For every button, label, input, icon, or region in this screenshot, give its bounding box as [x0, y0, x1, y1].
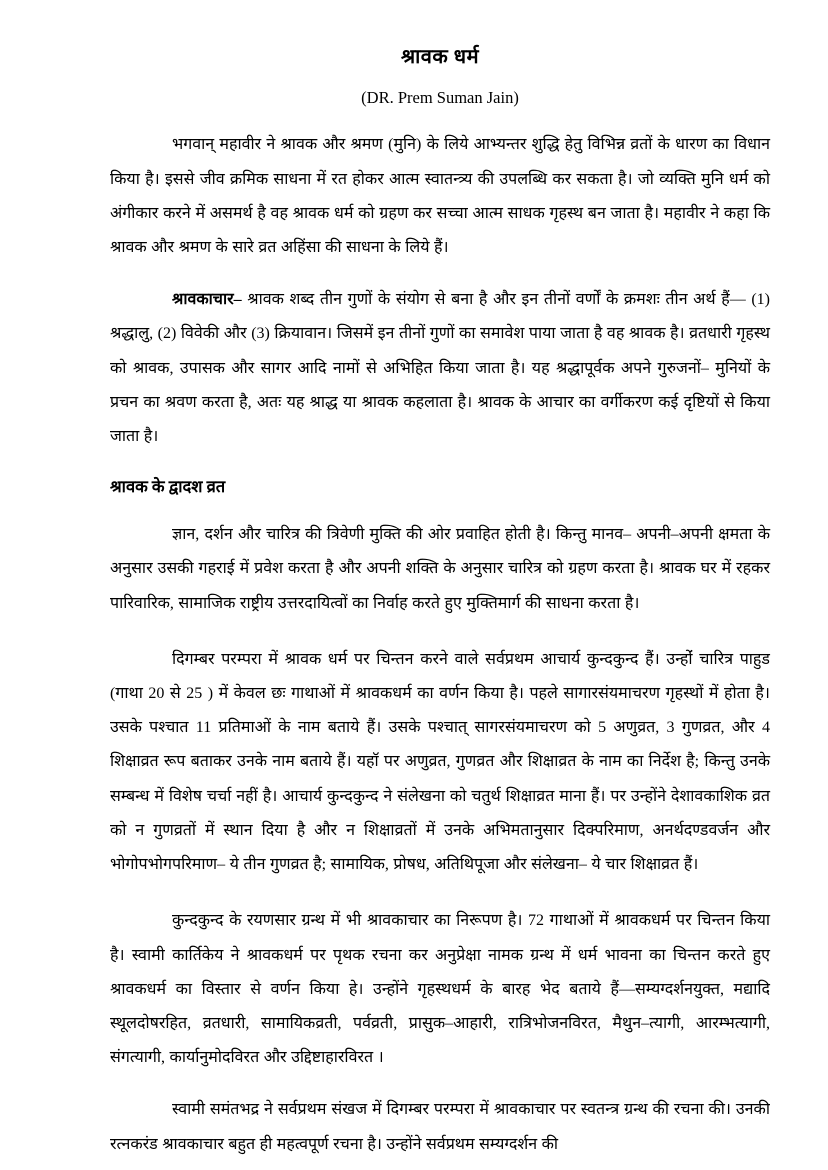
paragraph-2-lead: श्रावकाचार– [172, 291, 242, 309]
paragraph-1: भगवान् महावीर ने श्रावक और श्रमण (मुनि) के लिये आभ्यन्तर शुद्धि हेतु विभिन्न व्रतों के धारण का विधान किया है। इससे जीव क्रमिक साधना में रत होकर आत्म स्वातन्त्र्य की उपलब्धि कर सकता है। जो व्यक्ति मुनि धर्म को अंगीकार करने में असमर्थ है वह श्रावक धर्म को ग्रहण कर सच्चा आत्म साधक गृहस्थ बन जाता है। महावीर ने कहा कि श्रावक और श्रमण के सारे व्रत अहिंसा की साधना के लिये हैं। [110, 136, 770, 257]
paragraph-2 [110, 283, 770, 454]
paragraph-3: ज्ञान, दर्शन और चारित्र की त्रिवेणी मुक्ति की ओर प्रवाहित होती है। किन्तु मानव– अपनी–अपनी क्षमता के अनुसार उसकी गहराई में प्रवेश करता है और अपनी शक्ति के अनुसार चारित्र को ग्रहण करता है। श्रावक घर में रहकर पारिवारिक, सामाजिक राष्ट्रीय उत्तरदायित्वों का निर्वाह करते हुए मुक्तिमार्ग की साधना करता है। [110, 526, 770, 612]
page-title: श्रावक धर्म [400, 46, 480, 68]
section-heading-dvadash-vrat: श्रावक के द्वादश व्रत [110, 477, 226, 497]
document-author: (DR. Prem Suman Jain) [361, 88, 519, 107]
document-content [110, 0, 770, 1162]
paragraph-5: कुन्दकुन्द के रयणसार ग्रन्थ में भी श्रावकाचार का निरूपण है। 72 गाथाओं में श्रावकधर्म पर चिन्तन किया है। स्वामी कार्तिकेय ने श्रावकधर्म पर पृथक रचना कर अनुप्रेक्षा नामक ग्रन्थ में धर्म भावना का चिन्तन करते हुए श्रावकधर्म का विस्तार से वर्णन किया हे। उन्होंने गृहस्थधर्म के बारह भेद बताये हैं—सम्यग्दर्शनयुक्त, मद्यादि स्थूलदोषरहित, व्रतधारी, सामायिकव्रती, पर्वव्रती, प्रासुक–आहारी, रात्रिभोजनविरत, मैथुन–त्यागी, आरम्भत्यागी, संगत्यागी, कार्यानुमोदविरत और उद्दिष्टाहारविरत । [110, 912, 770, 1067]
paragraph-4: दिगम्बर परम्परा में श्रावक धर्म पर चिन्तन करने वाले सर्वप्रथम आचार्य कुन्दकुन्द हैं। उन्होंं चारित्र पाहुड (गाथा 20 से 25 ) में केवल छः गाथाओं में श्रावकधर्म का वर्णन किया है। पहले सागारसंयमाचरण गृहस्थों में होता है। उसके पश्चात 11 प्रतिमाओं के नाम बताये हैं। उसके पश्चात् सागरसंयमाचरण को 5 अणुव्रत, 3 गुणव्रत, और 4 शिक्षाव्रत रूप बताकर उनके नाम बताये हैं। यहॉ पर अणुव्रत, गुणव्रत और शिक्षाव्रत के नाम का निर्देश है; किन्तु उनके सम्बन्ध में विशेष चर्चा नहीं है। आचार्य कुन्दकुन्द ने संलेखना को चतुर्थ शिक्षाव्रत माना हैं। पर उन्होंने देशावकाशिक व्रत को न गुणव्रतों में स्थान दिया है और न शिक्षाव्रतों में उनके अभिमतानुसार दिक्परिमाण, अनर्थदण्डवर्जन और भोगोपभोगपरिमाण– ये तीन गुणव्रत है; सामायिक, प्रोषध, अतिथिपूजा और संलेखना– ये चार शिक्षाव्रत हैं। [110, 650, 770, 874]
paragraph-2-text: श्रावक शब्द तीन गुणों के संयोग से बना है और इन तीनों वर्णों के क्रमशः तीन अर्थ हैं— (1) श्रद्धालु, (2) विवेकी और (3) क्रियावान। जिसमें इन तीनों गुणों का समावेश पाया जाता है वह श्रावक है। व्रतधारी गृहस्थ को श्रावक, उपासक और सागर आदि नामों से अभिहित किया जाता है। यह श्रद्धापूर्वक अपने गुरुजनों– मुनियों के प्रचन का श्रवण करता है, अतः यह श्राद्ध या श्रावक कहलाता है। श्रावक के आचार का वर्गीकरण कई दृष्टियों से किया जाता है। [110, 291, 770, 446]
paragraph-6: स्वामी समंतभद्र ने सर्वप्रथम संखज में दिगम्बर परम्परा में श्रावकाचार पर स्वतन्त्र ग्रन्थ की रचना की। उनकी रत्नकरंड श्रावकाचार बहुत ही महत्वपूर्ण रचना है। उन्होंने सर्वप्रथम सम्यग्दर्शन की [110, 1101, 770, 1153]
